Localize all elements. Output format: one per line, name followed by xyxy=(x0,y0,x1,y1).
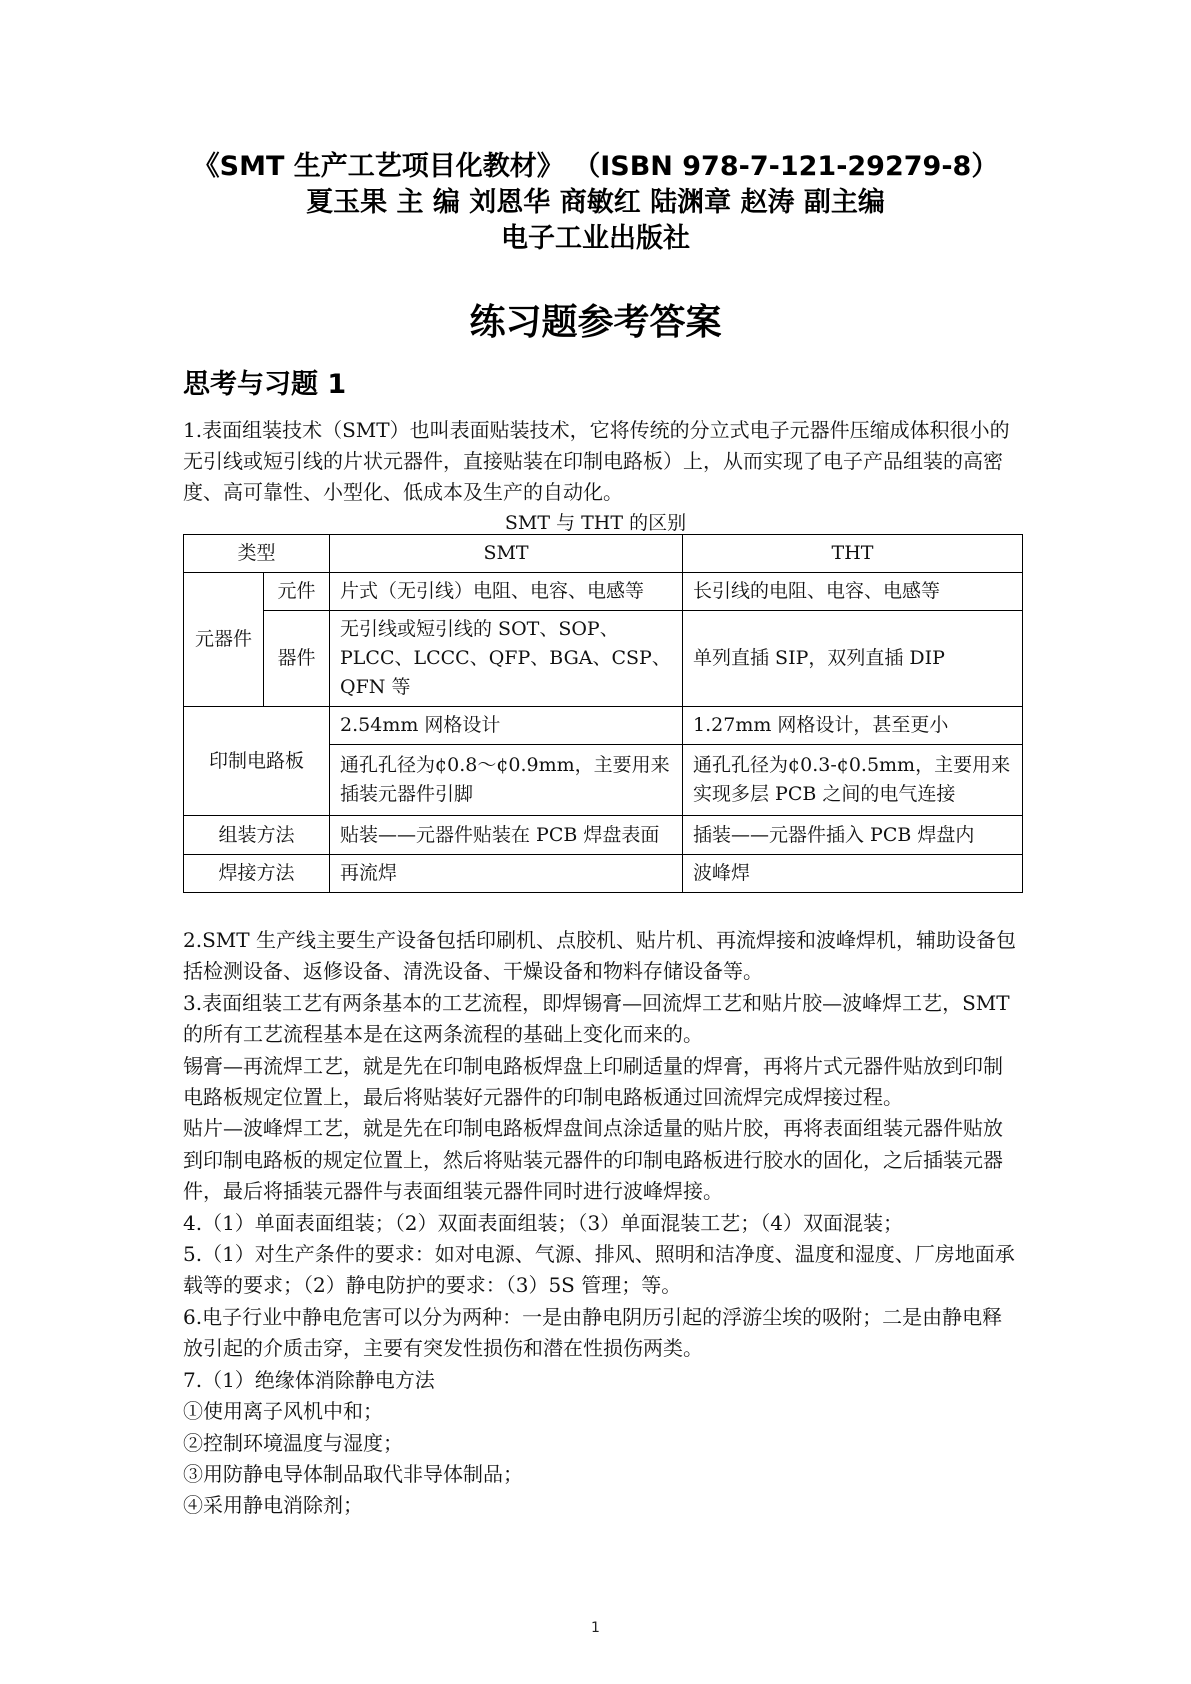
table-row xyxy=(184,855,1023,893)
row-label-components: 元器件 xyxy=(184,573,264,707)
cell-assembly-tht: 插装——元器件插入 PCB 焊盘内 xyxy=(683,816,1023,855)
section-heading: 思考与习题 1 xyxy=(183,369,347,400)
table-row xyxy=(184,611,1023,707)
row-label-assembly: 组装方法 xyxy=(184,816,330,855)
answer-paragraph: 4.（1）单面表面组装；（2）双面表面组装；（3）单面混装工艺；（4）双面混装； xyxy=(183,1210,903,1235)
header-smt: SMT xyxy=(330,535,683,573)
list-item: ②控制环境温度与湿度； xyxy=(183,1430,403,1455)
row-label-device: 器件 xyxy=(264,611,330,707)
row-label-element: 元件 xyxy=(264,573,330,611)
page-number: 1 xyxy=(591,1620,600,1636)
answer-paragraph: 贴片—波峰焊工艺，就是先在印制电路板焊盘间点涂适量的贴片胶，再将表面组装元器件贴放到印制电路板的规定位置上，然后将贴装元器件的印制电路板进行胶水的固化，之后插装元器件，最后将插装元器件与表面组装元器件同时进行波峰焊接。 xyxy=(183,1116,1003,1204)
cell-element-tht: 长引线的电阻、电容、电感等 xyxy=(683,573,1023,611)
cell-pcb-grid-tht: 1.27mm 网格设计，甚至更小 xyxy=(683,707,1023,745)
answer-paragraph: 3.表面组装工艺有两条基本的工艺流程，即焊锡膏—回流焊工艺和贴片胶—波峰焊工艺，SMT 的所有工艺流程基本是在这两条流程的基础上变化而来的。 xyxy=(183,990,1010,1047)
cell-pcb-hole-smt: 通孔孔径为¢0.8～¢0.9mm，主要用来插装元器件引脚 xyxy=(330,745,683,816)
header-tht: THT xyxy=(683,535,1023,573)
row-label-soldering: 焊接方法 xyxy=(184,855,330,893)
answer-paragraph: 7.（1）绝缘体消除静电方法 xyxy=(183,1367,435,1392)
cell-pcb-grid-smt: 2.54mm 网格设计 xyxy=(330,707,683,745)
answer-paragraph: 5.（1）对生产条件的要求：如对电源、气源、排风、照明和洁净度、温度和湿度、厂房地面承载等的要求；（2）静电防护的要求：（3）5S 管理；等。 xyxy=(183,1242,1015,1298)
cell-soldering-smt: 再流焊 xyxy=(330,855,683,893)
answers-body xyxy=(183,925,1020,1522)
answer-paragraph: 锡膏—再流焊工艺，就是先在印制电路板焊盘上印刷适量的焊膏，再将片式元器件贴放到印制电路板规定位置上，最后将贴装好元器件的印制电路板通过回流焊完成焊接过程。 xyxy=(183,1053,1003,1110)
header-type: 类型 xyxy=(184,535,330,573)
cell-pcb-hole-tht: 通孔孔径为¢0.3-¢0.5mm，主要用来实现多层 PCB 之间的电气连接 xyxy=(683,745,1023,816)
list-item: ④采用静电消除剂； xyxy=(183,1493,363,1518)
answer-paragraph: 2.SMT 生产线主要生产设备包括印刷机、点胶机、贴片机、再流焊接和波峰焊机，辅助设备包括检测设备、返修设备、清洗设备、干燥设备和物料存储设备等。 xyxy=(183,928,1016,984)
cell-device-smt: 无引线或短引线的 SOT、SOP、PLCC、LCCC、QFP、BGA、CSP、QFN 等 xyxy=(330,611,683,707)
list-item: ①使用离子风机中和； xyxy=(183,1399,383,1424)
page-title: 练习题参考答案 xyxy=(469,302,722,343)
cell-element-smt: 片式（无引线）电阻、电容、电感等 xyxy=(330,573,683,611)
table-row xyxy=(184,816,1023,855)
cell-device-tht: 单列直插 SIP，双列直插 DIP xyxy=(683,611,1023,707)
list-item: ③用防静电导体制品取代非导体制品； xyxy=(183,1461,523,1486)
table-caption: SMT 与 THT 的区别 xyxy=(504,512,687,534)
table-header-row xyxy=(184,535,1023,573)
book-title-line: 《SMT 生产工艺项目化教材》 （ISBN 978-7-121-29279-8） xyxy=(192,151,999,182)
publisher-line: 电子工业出版社 xyxy=(501,223,690,254)
answer-paragraph: 6.电子行业中静电危害可以分为两种：一是由静电阴历引起的浮游尘埃的吸附；二是由静电释放引起的介质击穿，主要有突发性损伤和潜在性损伤两类。 xyxy=(183,1304,1003,1361)
comparison-table xyxy=(183,534,1023,893)
cell-assembly-smt: 贴装——元器件贴装在 PCB 焊盘表面 xyxy=(330,816,683,855)
editors-line: 夏玉果 主 编 刘恩华 商敏红 陆渊章 赵涛 副主编 xyxy=(306,187,885,218)
row-label-pcb: 印制电路板 xyxy=(184,707,330,816)
answer-paragraph-1: 1.表面组装技术（SMT）也叫表面贴装技术，它将传统的分立式电子元器件压缩成体积很小的无引线或短引线的片状元器件，直接贴装在印制电路板）上，从而实现了电子产品组装的高密度、高可靠性、小型化、低成本及生产的自动化。 xyxy=(183,418,1010,504)
cell-soldering-tht: 波峰焊 xyxy=(683,855,1023,893)
table-row xyxy=(184,573,1023,611)
table-row xyxy=(184,707,1023,745)
